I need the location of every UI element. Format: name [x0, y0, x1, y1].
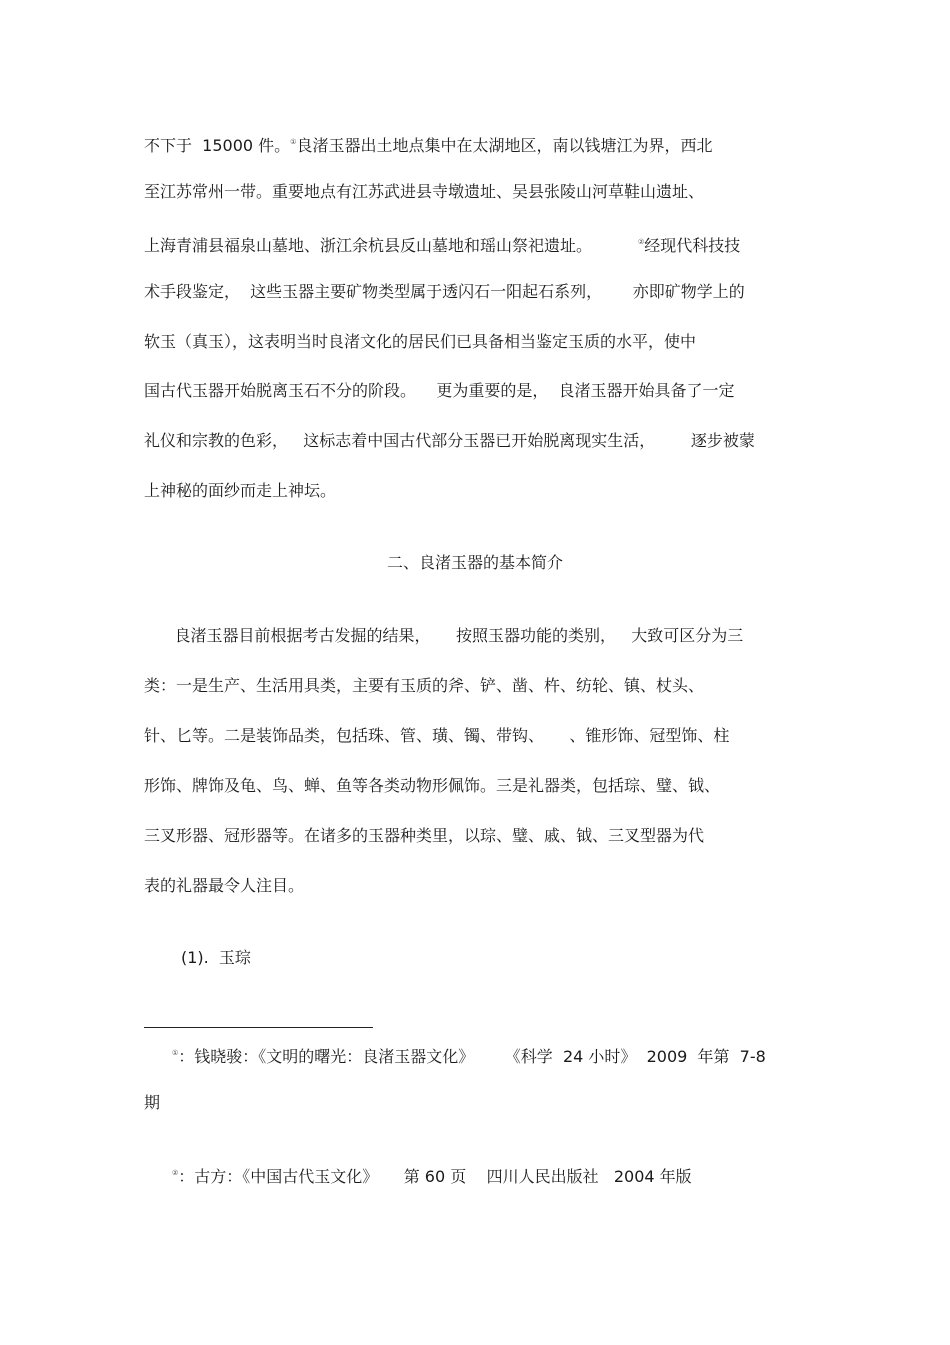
- paragraph-line: 礼仪和宗教的色彩， 这标志着中国古代部分玉器已开始脱离现实生活， 逐步被蒙: [144, 431, 755, 450]
- footnote-mark: ②: [172, 1169, 179, 1177]
- footnote-text: ：钱晓骏：《文明的曙光：良渚玉器文化》 《科学 24 小时》 2009 年第 7-8: [178, 1047, 766, 1066]
- paragraph-line: 国古代玉器开始脱离玉石不分的阶段。 更为重要的是， 良渚玉器开始具备了一定: [144, 381, 735, 400]
- footnote-1-continuation: 期: [144, 1093, 161, 1112]
- footnote-text: ：古方：《中国古代玉文化》 第 60 页 四川人民出版社 2004 年版: [178, 1167, 692, 1186]
- footnote-1: [172, 1043, 766, 1067]
- subsection-heading: (1). 玉琮: [181, 948, 251, 967]
- paragraph-line: 上神秘的面纱而走上神坛。: [144, 481, 337, 500]
- paragraph-line: 良渚玉器目前根据考古发掘的结果， 按照玉器功能的类别， 大致可区分为三: [144, 626, 744, 645]
- footnote-2: [172, 1163, 692, 1187]
- text-span: 上海青浦县福泉山墓地、浙江余杭县反山墓地和瑶山祭祀遗址。: [144, 236, 593, 255]
- footnote-ref: ②: [638, 238, 645, 246]
- text-span: 不下于 15000 件。: [144, 136, 291, 155]
- section-heading: 二、良渚玉器的基本简介: [386, 553, 563, 572]
- paragraph-line: 类：一是生产、生活用具类，主要有玉质的斧、铲、凿、杵、纺轮、镇、杖头、: [144, 676, 705, 695]
- footnote-ref: ①: [290, 138, 297, 146]
- text-span: 经现代科技技: [644, 236, 741, 255]
- paragraph-line: 针、匕等。二是装饰品类，包括珠、管、璜、镯、带钩、 、锥形饰、冠型饰、柱: [144, 726, 730, 745]
- text-span: 良渚玉器出土地点集中在太湖地区，南以钱塘江为界，西北: [296, 136, 713, 155]
- paragraph-line: [144, 132, 712, 156]
- paragraph-line: 表的礼器最令人注目。: [144, 876, 305, 895]
- paragraph-line: 至江苏常州一带。重要地点有江苏武进县寺墩遗址、吴县张陵山河草鞋山遗址、: [144, 182, 705, 201]
- footnote-divider: [144, 1027, 373, 1028]
- paragraph-line: 软玉（真玉），这表明当时良渚文化的居民们已具备相当鉴定玉质的水平，使中: [144, 332, 697, 351]
- paragraph-line: [144, 232, 740, 256]
- footnote-mark: ①: [172, 1049, 179, 1057]
- paragraph-line: 形饰、牌饰及龟、鸟、蝉、鱼等各类动物形佩饰。三是礼器类，包括琮、璧、钺、: [144, 776, 721, 795]
- paragraph-line: 三叉形器、冠形器等。在诸多的玉器种类里，以琮、璧、戚、钺、三叉型器为代: [144, 826, 705, 845]
- paragraph-line: 术手段鉴定， 这些玉器主要矿物类型属于透闪石一阳起石系列， 亦即矿物学上的: [144, 282, 745, 301]
